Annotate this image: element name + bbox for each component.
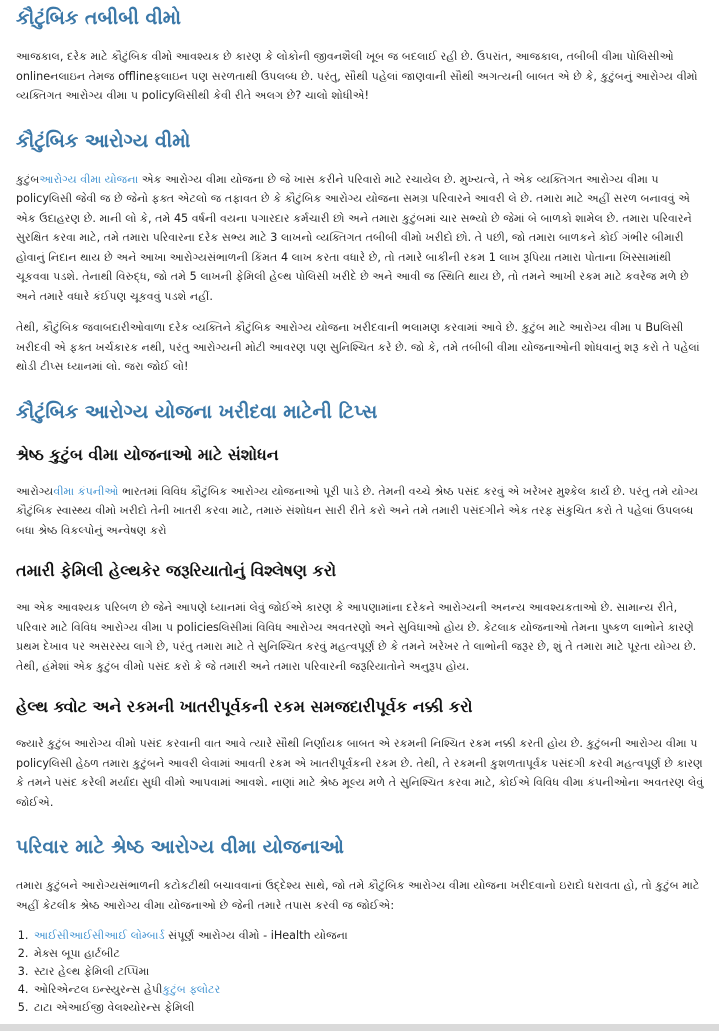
heading-tips: કૌટુંબિક આરોગ્ય યોજના ખરીદવા માટેની ટિપ્સ xyxy=(16,400,378,423)
text: ઓરિએન્ટલ ઇન્સ્યુરન્સ હેપી xyxy=(34,983,163,996)
text: એક આરોગ્ય વીમા યોજના છે જે ખાસ કરીને પરિવારો માટે રચાયેલ છે. મુખ્યત્વે, તે એક વ્યક્તિગત આરોગ્ય વીમા પ policyલિસી જેવી જ છે જેનો ફક્ત એટલો જ તફાવત છે કે કૌટુંબિક આરોગ્ય યોજના સમગ્ર પરિવારને આવરી લે છે. તમારા માટે અહીં સરળ બનાવવું એ એક ઉદાહરણ છે. માની લો કે, તમે 45 વર્ષની વયના પગારદાર કર્મચારી છો અને તમારા કુટુંબમાં ચાર સભ્યો છે જેમાં બે બાળકો શામેલ છે. તમારા પરિવારને સુરક્ષિત કરવા માટે, તમે તમારા પરિવારના દરેક સભ્ય માટે 3 લાખનો વ્યક્તિગત તબીબી વીમો ખરીદો છો. તે પછી, જો તમારા બાળકને કોઈ ગંભીર બીમારી હોવાનું નિદાન થાય છે અને આખા આરોગ્યસંભાળની કિંમત 4 લાખ કરતા વધારે છે, તો તમારે બાકીની રકમ 1 લાખ રૂપિયા તમારા પોતાના ખિસ્સામાંથી ચૂકવવા પડશે. તેનાથી વિરુદ્ધ, જો તમે 5 લાખની ફેમિલી હેલ્થ પોલિસી ખરીદે છે અને આવી જ સ્થિતિ થાય છે, તો તમને આખી રકમ માટે કવરેજ મળે છે અને તમારે વધારે કંઈપણ ચૂકવવું પડશે નહીં. xyxy=(16,172,692,303)
paragraph-family-health-plan xyxy=(16,170,705,307)
paragraph-best-plans: તમારા કુટુંબને આરોગ્યસંભાળની કટોકટીથી બચાવવાનાં ઉદ્દેશ્ય સાથે, જો તમે કૌટુંબિક આરોગ્ય વીમા યોજના ખરીદવાનો ઇરાદો ધરાવતા હો, તો કુટુંબ માટે અહીં કેટલીક શ્રેષ્ઠ આરોગ્ય વીમા યોજનાઓ છે જેની તમારે તપાસ કરવી જ જોઈએ: xyxy=(16,879,700,912)
subheading-research: શ્રેષ્ઠ કુટુંબ વીમા યોજનાઓ માટે સંશોધન xyxy=(16,444,279,464)
text: ભારતમાં વિવિધ કૌટુંબિક આરોગ્ય યોજનાઓ પૂરી પાડે છે. તેમની વચ્ચે શ્રેષ્ઠ પસંદ કરવું એ ખરેખર મુશ્કેલ કાર્ય છે. પરંતુ તમે યોગ્ય કૌટુંબિક સ્વાસ્થ્ય વીમો ખરીદો તેની ખાતરી કરવા માટે, તમારું સંશોધન સારી રીતે કરો અને તમે તમારી પસંદગીને એક તરફ સંકુચિત કરો તે પહેલાં ઉપલબ્ધ બધા શ્રેષ્ઠ વિકલ્પોનું અન્વેષણ કરો xyxy=(16,484,699,537)
bottom-edge xyxy=(0,1024,719,1031)
paragraph-research xyxy=(16,482,705,541)
subheading-sum-insured: હેલ્થ ક્વોટ અને રકમની ખાતરીપૂર્વકની રકમ સમજદારીપૂર્વક નક્કી કરો xyxy=(16,697,473,716)
paragraph-analyze-needs: આ એક આવશ્યક પરિબળ છે જેને આપણે ધ્યાનમાં લેવું જોઈએ કારણ કે આપણામાંના દરેકને આરોગ્યની અનન્ય આવશ્યકતાઓ છે. સામાન્ય રીતે, પરિવાર માટે વિવિધ આરોગ્ય વીમા પ policiesલિસીમાં વિવિધ આરોગ્ય અવતરણો અને સુવિધાઓ હોય છે. કેટલાક યોજનાઓ તેમના પુષ્કળ લાભોને કારણે પ્રથમ દેખાવ પર અસરસ્ય લાગે છે, પરંતુ તમારા માટે તે સુનિશ્ચિત કરવું મહત્વપૂર્ણ છે કે તમને ખરેખર તે લાભોની જરૂર છે, શું તે તમારા માટે પૂરતા યોગ્ય છે. તેથી, હંમેશાં એક કુટુંબ વીમો પસંદ કરો કે જે તમારી અને તમારા પરિવારની જરૂરિયાતોને અનુરૂપ હોય. xyxy=(16,601,697,673)
text: કુટુંબ xyxy=(16,172,40,186)
link-family-floater[interactable]: કુટુંબ ફ્લોટર xyxy=(162,983,221,996)
text: આરોગ્ય xyxy=(16,484,54,498)
text: સંપૂર્ણ આરોગ્ય વીમો - iHealth યોજના xyxy=(164,929,348,942)
text: સ્ટાર હેલ્થ ફેમિલી ટપ્પિમા xyxy=(34,965,150,978)
paragraph-recommendation: તેથી, કૌટુંબિક જવાબદારીઓવાળા દરેક વ્યક્તિને કૌટુંબિક આરોગ્ય યોજના ખરીદવાની ભલામણ કરવામાં આવે છે. કુટુંબ માટે આરોગ્ય વીમા પ Buલિસી ખરીદવી એ ફક્ત ખર્ચકારક નથી, પરંતુ આરોગ્યની મોટી આવરણ પણ સુનિશ્ચિત કરે છે. જો કે, તમે તબીબી વીમા યોજનાઓની શોધવાનું શરૂ કરો તે પહેલાં થોડી ટીપ્સ ધ્યાનમાં લો. જરા જોઈ લો! xyxy=(16,321,700,373)
plans-list xyxy=(16,927,705,1017)
list-item xyxy=(32,999,705,1017)
heading-family-health-insurance: કૌટુંબિક આરોગ્ય વીમો xyxy=(16,129,191,152)
link-insurance-companies[interactable]: વીમા કંપનીઓ xyxy=(53,484,119,498)
intro-paragraph: આજકાલ, દરેક માટે કૌટુંબિક વીમો આવશ્યક છે કારણ કે લોકોની જીવનશૈલી ખૂબ જ બદલાઈ રહી છે. ઉપરાંત, આજકાલ, તબીબી વીમા પોલિસીઓ onlineનલાઇન તેમજ offlineફલાઇન પણ સરળતાથી ઉપલબ્ધ છે. પરંતુ, સૌથી પહેલાં જાણવાની સૌથી અગત્યની બાબત એ છે કે, કુટુંબનું આરોગ્ય વીમો વ્યક્તિગત આરોગ્ય વીમા પ policyલિસીથી કેવી રીતે અલગ છે? ચાલો શોધીએ! xyxy=(16,50,698,102)
list-item xyxy=(32,981,705,999)
list-item xyxy=(32,963,705,981)
link-health-insurance-plan[interactable]: આરોગ્ય વીમા યોજના xyxy=(39,172,139,186)
list-item xyxy=(32,945,705,963)
subheading-analyze-needs: તમારી ફેમિલી હેલ્થકેર જરૂરિયાતોનું વિશ્લેષણ કરો xyxy=(16,561,337,580)
text: ટાટા એઆઈજી વેલશ્યોરન્સ ફેમિલી xyxy=(34,1001,195,1014)
heading-best-plans: પરિવાર માટે શ્રેષ્ઠ આરોગ્ય વીમા યોજનાઓ xyxy=(16,836,344,858)
list-item xyxy=(32,927,705,945)
link-icici-lombard[interactable]: આઈસીઆઈસીઆઈ લોમ્બાર્ડ xyxy=(34,929,165,942)
paragraph-sum-insured: જ્યારે કુટુંબ આરોગ્ય વીમો પસંદ કરવાની વાત આવે ત્યારે સૌથી નિર્ણાયક બાબત એ રકમની નિશ્ચિત રકમ નક્કી કરતી હોય છે. કુટુંબની આરોગ્ય વીમા પ policyલિસી હેઠળ તમારા કુટુંબને આવરી લેવામાં આવતી રકમ એ ખાતરીપૂર્વકની રકમ છે. તેથી, તે રકમની કુશળતાપૂર્વક પસંદગી કરવી મહત્વપૂર્ણ છે કારણ કે તમને પસંદ કરેલી મર્યાદા સુધી વીમો આપવામાં આવશે. નાણાં માટે શ્રેષ્ઠ મૂલ્ય મળે તે સુનિશ્ચિત કરવા માટે, કોઈએ વિવિધ વીમા કંપનીઓના અવતરણ લેવું જોઈએ. xyxy=(16,737,704,809)
heading-family-medical-insurance: કૌટુંબિક તબીબી વીમો xyxy=(16,7,181,29)
text: મેક્સ બૂપા હાર્ટબીટ xyxy=(34,947,121,960)
